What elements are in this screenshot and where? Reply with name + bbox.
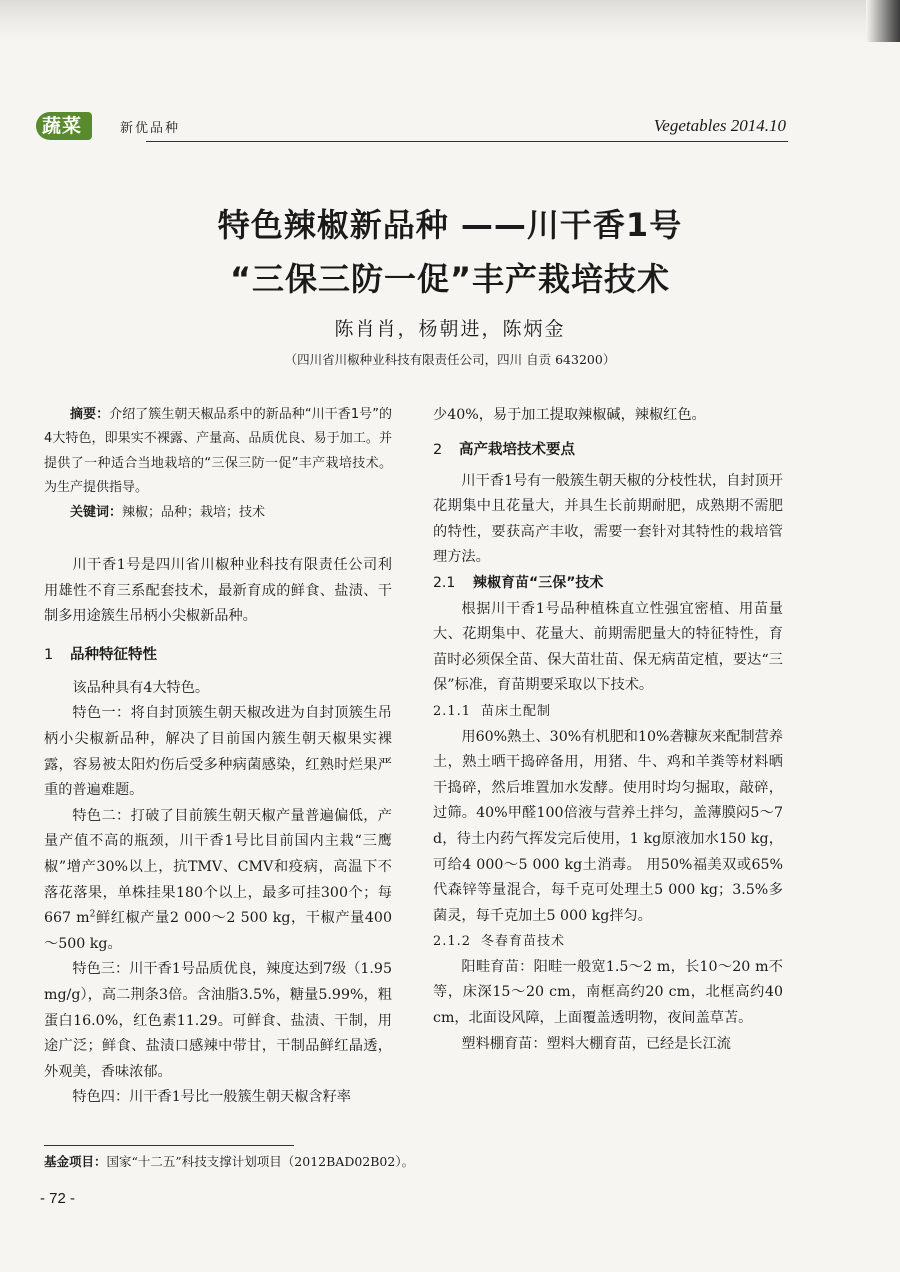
footnote-rule — [44, 1145, 294, 1146]
footnote — [44, 1152, 414, 1170]
journal-issue: Vegetables 2014.10 — [653, 116, 786, 135]
subsection-heading-2-1: 2.1 辣椒育苗“三保”技术 — [433, 574, 604, 591]
paragraph: 阳畦育苗：阳畦一般宽1.5～2 m，长10～20 m不等，床深15～20 cm，南框高约20 cm，北框高约40 cm，北面设风障，上面覆盖透明物，夜间盖草苫。 — [433, 958, 783, 1027]
paragraph: 根据川干香1号品种植株直立性强宜密植、用苗量大、花期集中、花量大、前期需肥量大的特征特性，育苗时必须保全苗、保大苗壮苗、保无病苗定植，要达“三保”标准，育苗期要采取以下技术。 — [433, 600, 783, 694]
paragraph: 特色二：打破了目前簇生朝天椒产量普遍偏低，产量产值不高的瓶颈，川干香1号比目前国内主栽“三鹰椒”增产30%以上，抗TMV、CMV和疫病，高温下不落花落果，单株挂果180个以上，最多可挂300个；每667 $m^2$鲜红椒产量2 000～2 500 kg，干椒产量400～500 kg。 — [44, 807, 392, 952]
article-title-line2: “三保三防一促”丰产栽培技术 — [229, 260, 671, 298]
section-tag: 新优品种 — [120, 121, 181, 136]
paragraph: 用60%熟土、30%有机肥和10%砻糠灰来配制营养土，熟土晒干捣碎备用，用猪、牛、鸡和羊粪等材料晒干捣碎，然后堆置加水发酵。使用时均匀掘取，敲碎，过筛。40%甲醛100倍液与营养土拌匀，盖薄膜闷5～7 d，待土内药气挥发完后使用，1 kg原液加水150 kg，可给4 000～5 000 kg土消毒。 用50%福美双或65%代森锌等量混合，每千克可处理土5 000 kg；3.5%多菌灵，每千克加土5 000 kg拌匀。 — [433, 728, 783, 924]
paragraph: 特色一：将自封顶簇生朝天椒改进为自封顶簇生吊柄小尖椒新品种，解决了目前国内簇生朝天椒果实裸露，容易被太阳灼伤后受多种病菌感染，红熟时烂果严重的普遍难题。 — [44, 705, 392, 799]
abstract — [44, 403, 392, 501]
affiliation: （四川省川椒种业科技有限责任公司，四川 自贡 643200） — [284, 352, 616, 367]
running-header — [36, 110, 788, 144]
authors: 陈肖肖，杨朝进，陈炳金 — [334, 318, 566, 340]
page-number: - 72 - — [40, 1190, 76, 1207]
footnote-label: 基金项目： — [44, 1154, 107, 1169]
abstract-text: 介绍了簇生朝天椒品系中的新品种“川干香1号”的4大特色，即果实不裸露、产量高、品质优良、易于加工。并提供了一种适合当地栽培的“三保三防一促”丰产栽培技术。为生产提供指导。 — [44, 407, 392, 496]
intro-paragraph: 川干香1号是四川省川椒种业科技有限责任公司利用雄性不育三系配套技术，最新育成的鲜食、盐渍、干制多用途簇生吊柄小尖椒新品种。 — [44, 557, 392, 625]
paragraph: 川干香1号有一般簇生朝天椒的分枝性状，自封顶开花期集中且花量大，并具生长前期耐肥，成熟期不需肥的特性，要获高产丰收，需要一套针对其特性的栽培管理方法。 — [433, 472, 783, 566]
article-title-line1: 特色辣椒新品种 ——川干香1号 — [217, 206, 683, 244]
page-fold-shadow — [0, 0, 900, 42]
subsection-heading-2-1-1: 2.1.1 苗床土配制 — [433, 703, 552, 719]
keywords-label: 关键词： — [70, 504, 123, 520]
paragraph: 特色三：川干香1号品质优良，辣度达到7级（1.95 mg/g），高二荆条3倍。含油脂3.5%，糖量5.99%，粗蛋白16.0%，红色素11.29。可鲜食、盐渍、干制，用途广泛；鲜食、盐渍口感辣中带甘，干制品鲜红晶透，外观美，香味浓郁。 — [44, 961, 392, 1080]
section-heading-1: 1 品种特征特性 — [44, 646, 157, 663]
header-rule — [146, 141, 788, 142]
journal-logo: 蔬菜 — [36, 112, 92, 140]
paragraph: 少40%，易于加工提取辣椒碱，辣椒红色。 — [433, 407, 706, 423]
left-column — [44, 403, 392, 1111]
keywords — [44, 501, 392, 525]
abstract-label: 摘要： — [70, 407, 110, 422]
section-heading-2: 2 高产栽培技术要点 — [433, 441, 575, 458]
keywords-text: 辣椒；品种；栽培；技术 — [122, 504, 266, 520]
paragraph: 特色四：川干香1号比一般簇生朝天椒含籽率 — [72, 1089, 351, 1106]
subsection-heading-2-1-2: 2.1.2 冬春育苗技术 — [433, 934, 566, 950]
paragraph: 塑料棚育苗：塑料大棚育苗，已经是长江流 — [461, 1035, 731, 1052]
footnote-text: 国家“十二五”科技支撑计划项目（2012BAD02B02）。 — [106, 1154, 415, 1169]
paragraph: 该品种具有4大特色。 — [72, 679, 210, 696]
right-column — [433, 403, 783, 1057]
